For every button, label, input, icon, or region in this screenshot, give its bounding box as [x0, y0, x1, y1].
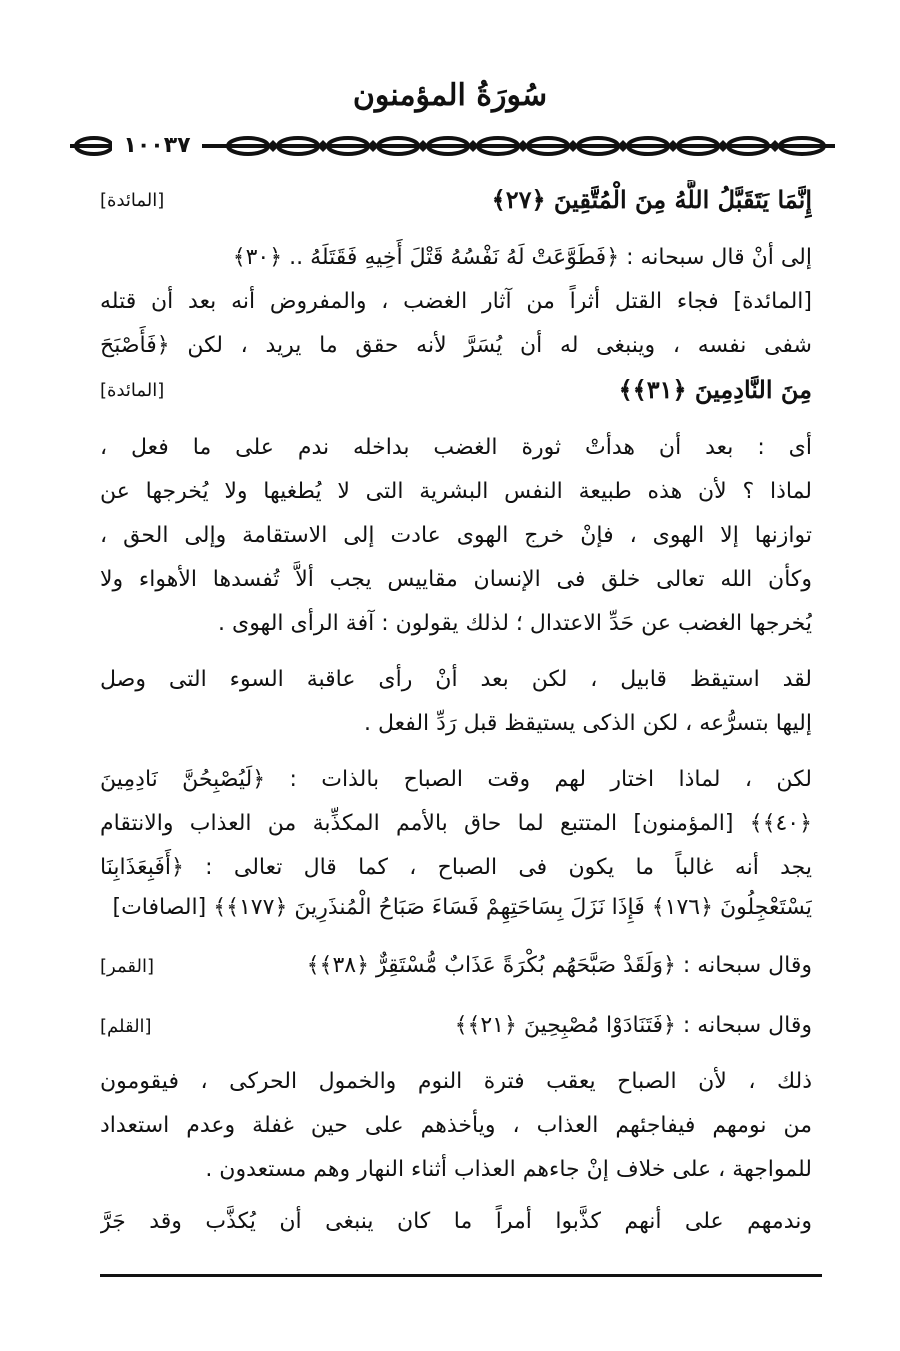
- text-line: لقد استيقظ قابيل ، لكن بعد أنْ رأى عاقبة السوء التى وصل: [100, 667, 812, 692]
- text-line: يجد أنه غالباً ما يكون فى الصباح ، كما قال تعالى : ﴿أَفَبِعَذَابِنَا: [100, 855, 812, 880]
- text-line: إلى أنْ قال سبحانه : ﴿فَطَوَّعَتْ لَهُ نَفْسُهُ قَتْلَ أَخِيهِ فَقَتَلَهُ .. ﴿٣٠﴾: [232, 245, 812, 270]
- text-line: مِنَ النَّادِمِينَ ﴿٣١﴾﴾: [618, 375, 812, 404]
- verse-reference: [المائدة]: [100, 190, 165, 211]
- page-number: ١٠٠٣٧: [112, 131, 202, 161]
- text-line: إِنَّمَا يَتَقَبَّلُ اللَّهُ مِنَ الْمُتَّقِينَ ﴿٢٧﴾: [491, 185, 812, 214]
- verse-reference: [القلم]: [100, 1016, 152, 1037]
- text-line: وكأن الله تعالى خلق فى الإنسان مقاييس يجب ألاَّ تُفسدها الأهواء ولا: [100, 567, 812, 592]
- footer-divider: [100, 1274, 822, 1277]
- text-line: وقال سبحانه : ﴿وَلَقَدْ صَبَّحَهُم بُكْرَةً عَذَابٌ مُّسْتَقِرٌّ ﴿٣٨﴾﴾: [306, 953, 812, 978]
- text-line: شفى نفسه ، وينبغى له أن يُسَرَّ لأنه حقق ما يريد ، لكن ﴿فَأَصْبَحَ: [100, 333, 812, 358]
- text-line: وقال سبحانه : ﴿فَتَنَادَوْا مُصْبِحِينَ ﴿٢١﴾﴾: [454, 1013, 812, 1038]
- verse-reference: [القمر]: [100, 956, 154, 977]
- text-line: ﴿٤٠﴾﴾ [المؤمنون] المتتبع لما حاق بالأمم المكذِّبة من العذاب والانتقام: [100, 811, 812, 836]
- text-line: أى : بعد أن هدأتْ ثورة الغضب بداخله ندم على ما فعل ،: [100, 435, 812, 460]
- text-line: لكن ، لماذا اختار لهم وقت الصباح بالذات : ﴿لَيُصْبِحُنَّ نَادِمِينَ: [100, 767, 812, 792]
- text-line: يُخرجها الغضب عن حَدِّ الاعتدال ؛ لذلك يقولون : آفة الرأى الهوى .: [217, 611, 812, 636]
- text-line: ذلك ، لأن الصباح يعقب فترة النوم والخمول الحركى ، فيقومون: [100, 1069, 812, 1094]
- text-line: وندمهم على أنهم كذَّبوا أمراً ما كان ينبغى أن يُكذَّب وقد جَرَّ: [100, 1209, 812, 1234]
- verse-reference: [المائدة]: [100, 380, 165, 401]
- text-line: يَسْتَعْجِلُونَ ﴿١٧٦﴾ فَإِذَا نَزَلَ بِسَاحَتِهِمْ فَسَاءَ صَبَاحُ الْمُنذَرِينَ ﴿١٧٧﴾﴾ [الصافات]: [112, 895, 812, 920]
- text-line: توازنها إلا الهوى ، فإنْ خرج الهوى عادت إلى الاستقامة وإلى الحق ،: [100, 523, 812, 548]
- text-line: لماذا ؟ لأن هذه طبيعة النفس البشرية التى لا يُطغيها ولا يُخرجها عن: [100, 479, 812, 504]
- surah-title: سُورَةُ المؤمنون: [352, 78, 548, 113]
- text-line: إليها بتسرُّعه ، لكن الذكى يستيقظ قبل رَدِّ الفعل .: [363, 711, 812, 736]
- text-line: [المائدة] فجاء القتل أثراً من آثار الغضب ، والمفروض أنه بعد أن قتله: [100, 289, 812, 314]
- text-line: من نومهم فيفاجئهم العذاب ، ويأخذهم على حين غفلة وعدم استعداد: [100, 1113, 812, 1138]
- text-line: للمواجهة ، على خلاف إنْ جاءهم العذاب أثناء النهار وهم مستعدون .: [205, 1157, 812, 1182]
